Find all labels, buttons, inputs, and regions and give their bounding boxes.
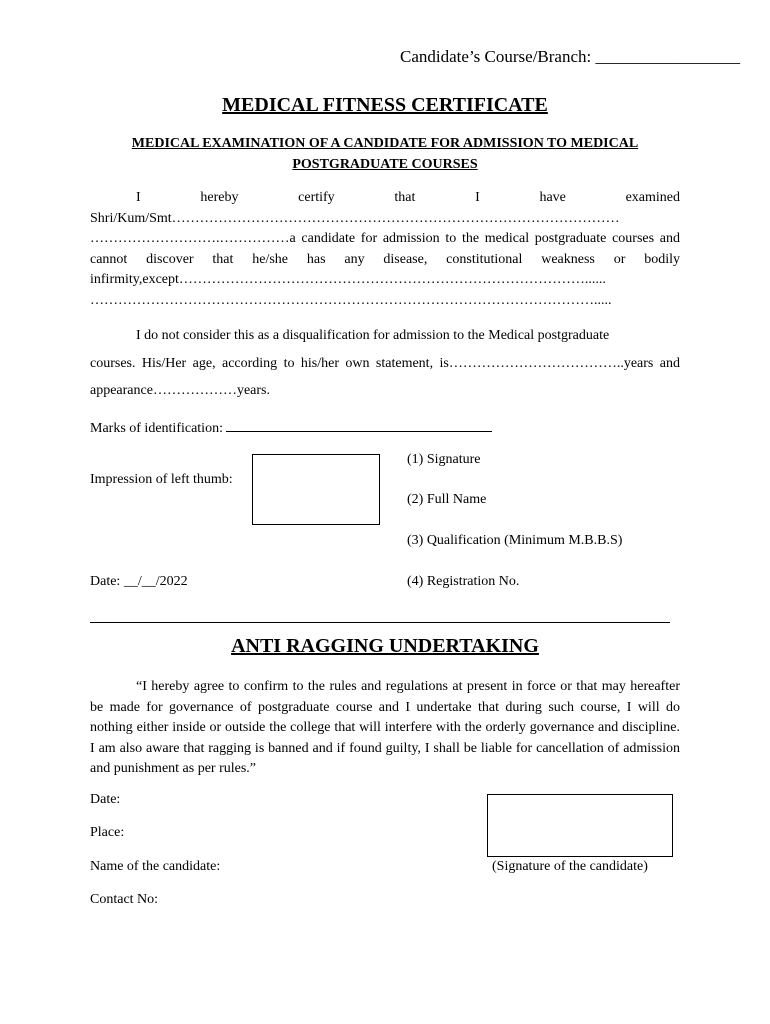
full-name-item: (2) Full Name bbox=[407, 492, 487, 507]
candidate-signature-box[interactable] bbox=[487, 794, 673, 857]
course-branch-field: Candidate’s Course/Branch: _________________ bbox=[400, 47, 740, 66]
undertaking-title: ANTI RAGGING UNDERTAKING bbox=[231, 635, 539, 657]
contact-number-label: Contact No: bbox=[90, 892, 159, 907]
registration-item: (4) Registration No. bbox=[407, 574, 520, 589]
marks-blank-line[interactable] bbox=[226, 417, 492, 432]
marks-label: Marks of identification: bbox=[90, 421, 223, 436]
disqualification-first-line: I do not consider this as a disqualification for admission to the Medical postgraduate bbox=[136, 328, 610, 343]
section-divider bbox=[90, 622, 670, 623]
undertaking-text: “I hereby agree to confirm to the rules and regulations at present in force or that may hereafter be made for governance of postgraduate course and I undertake that during such course, I will do nothing either inside or outside the college that will interfere with the orderly governance and discipline. I am also aware that ragging is banned and if found guilty, I shall be liable for cancellation of admission and punishment as per rules.” bbox=[90, 679, 680, 776]
thumb-impression-box[interactable] bbox=[252, 454, 380, 525]
candidate-name-label: Name of the candidate: bbox=[90, 859, 221, 874]
certificate-date: Date: __/__/2022 bbox=[90, 574, 188, 589]
undertaking-place-label: Place: bbox=[90, 825, 125, 840]
disqualification-paragraph bbox=[90, 322, 680, 405]
certificate-title: MEDICAL FITNESS CERTIFICATE bbox=[222, 94, 548, 116]
disqualification-body: courses. His/Her age, according to his/her own statement, is………………………………..years and appearance………………years. bbox=[90, 355, 680, 398]
candidate-signature-caption: (Signature of the candidate) bbox=[492, 859, 648, 874]
marks-of-identification bbox=[90, 417, 492, 437]
certification-paragraph bbox=[90, 188, 680, 311]
undertaking-date-label: Date: bbox=[90, 792, 121, 807]
certificate-subtitle: MEDICAL EXAMINATION OF A CANDIDATE FOR ADMISSION TO MEDICAL POSTGRADUATE COURSES bbox=[131, 136, 639, 172]
qualification-item: (3) Qualification (Minimum M.B.B.S) bbox=[407, 533, 623, 548]
signature-item: (1) Signature bbox=[407, 452, 481, 467]
certification-first-line: I hereby certify that I have examined bbox=[136, 190, 680, 205]
undertaking-paragraph bbox=[90, 677, 680, 780]
certification-body: Shri/Kum/Smt…………………………………………………………………………………… ……………………….……………a candidate for admission to the medical postgraduate courses and cannot discover that he/she has any disease, constitutional weakness or bodily infirmity,except……………………………………………………………………………...... ………………………………………………………………………………………………..... bbox=[90, 210, 680, 308]
thumb-impression-label: Impression of left thumb: bbox=[90, 472, 233, 487]
